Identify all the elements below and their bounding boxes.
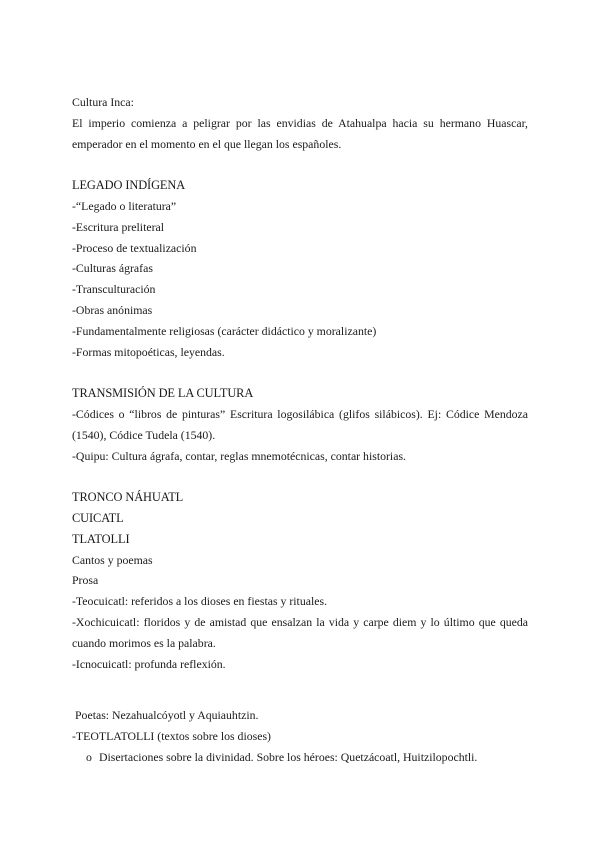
spacer — [72, 674, 528, 705]
document-body — [72, 92, 528, 768]
nahuatl-heading: TRONCO NÁHUATL — [72, 490, 184, 505]
legado-heading: LEGADO INDÍGENA — [72, 178, 186, 193]
icnocuicatl-line: -Icnocuicatl: profunda reflexión. — [72, 656, 226, 671]
legado-item: -Formas mitopoéticas, leyendas. — [72, 344, 225, 359]
sub-bullet-item — [72, 747, 528, 768]
prosa-line: Prosa — [72, 573, 99, 588]
cuicatl-heading: CUICATL — [72, 510, 124, 525]
legado-item: -Obras anónimas — [72, 302, 153, 317]
bullet-marker: o — [86, 749, 92, 764]
quipu-line: -Quipu: Cultura ágrafa, contar, reglas mnemotécnicas, contar historias. — [72, 448, 406, 463]
cantos-line: Cantos y poemas — [72, 552, 153, 567]
legado-item: -Transculturación — [72, 282, 156, 297]
poetas-line: Poetas: Nezahualcóyotl y Aquiauhtzin. — [75, 708, 259, 723]
transmision-heading: TRANSMISIÓN DE LA CULTURA — [72, 386, 254, 401]
sub-bullet-text: Disertaciones sobre la divinidad. Sobre los héroes: Quetzácoatl, Huitzilopochtli. — [99, 749, 478, 764]
legado-item: -“Legado o literatura” — [72, 198, 177, 213]
tlatolli-heading: TLATOLLI — [72, 531, 130, 546]
spacer — [72, 362, 528, 383]
teocuicatl-line: -Teocuicatl: referidos a los dioses en fiestas y rituales. — [72, 594, 328, 609]
legado-item: -Escritura preliteral — [72, 219, 165, 234]
inca-paragraph: El imperio comienza a peligrar por las envidias de Atahualpa hacia su hermano Huascar, emperador en el momento en el que llegan los españoles. — [72, 115, 528, 151]
legado-item: -Culturas ágrafas — [72, 261, 153, 276]
legado-item: -Fundamentalmente religiosas (carácter didáctico y moralizante) — [72, 323, 377, 338]
xochicuicatl-paragraph: -Xochicuicatl: floridos y de amistad que ensalzan la vida y carpe diem y lo último que queda cuando morimos es la palabra. — [72, 614, 528, 650]
legado-item: -Proceso de textualización — [72, 240, 197, 255]
spacer — [72, 154, 528, 175]
codices-paragraph: -Códices o “libros de pinturas” Escritura logosilábica (glifos silábicos). Ej: Códice Mendoza (1540), Códice Tudela (1540). — [72, 406, 528, 442]
inca-title: Cultura Inca: — [72, 95, 134, 109]
teotlatolli-line: -TEOTLATOLLI (textos sobre los dioses) — [72, 729, 271, 744]
spacer — [72, 466, 528, 487]
